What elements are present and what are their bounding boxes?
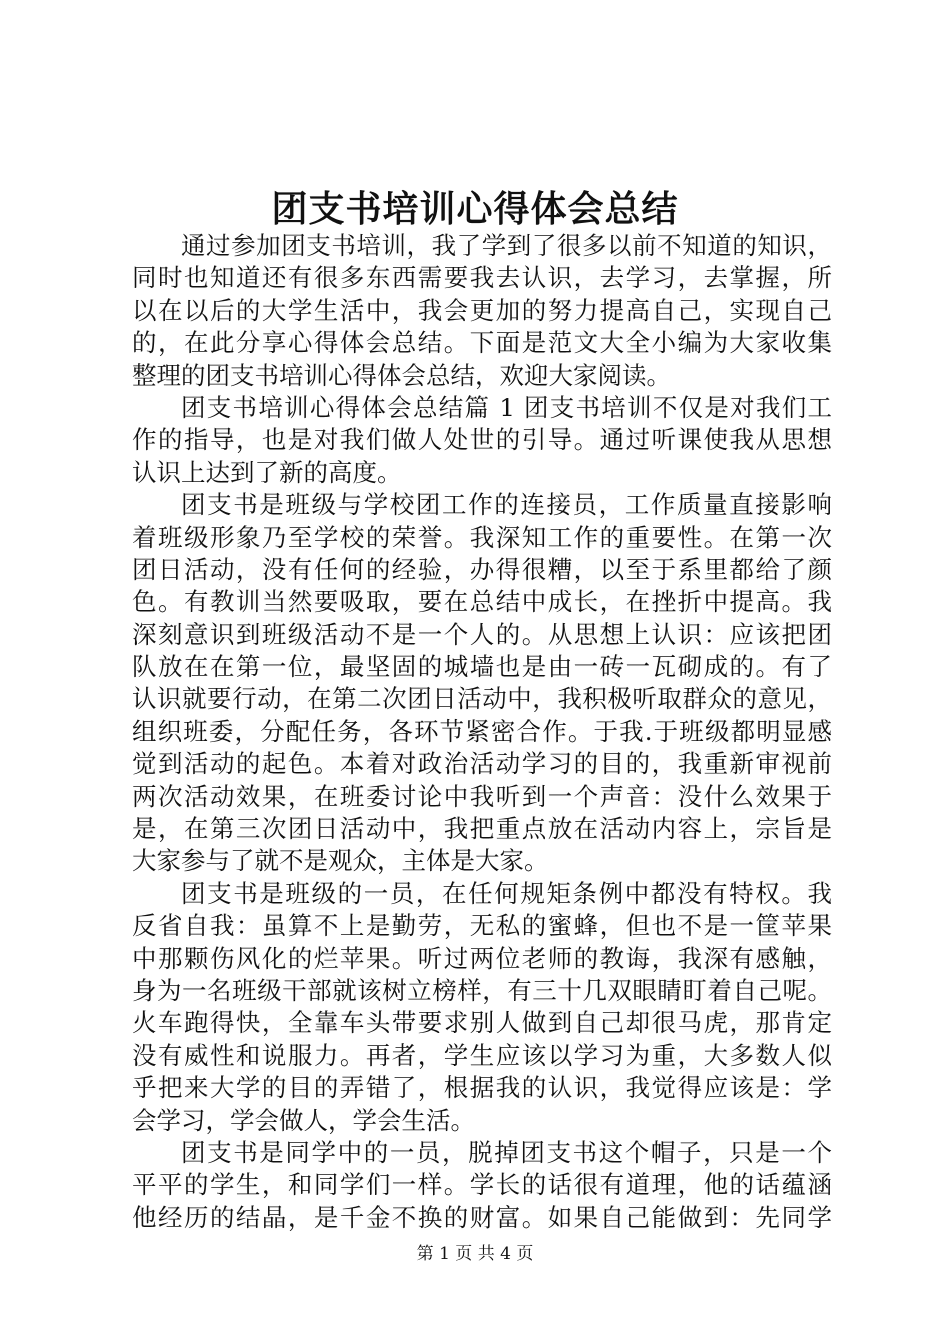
text-line: 着班级形象乃至学校的荣誉。我深知工作的重要性。在第一次 (132, 522, 832, 552)
text-line: 身为一名班级干部就该树立榜样，有三十几双眼睛盯着自己呢。 (132, 975, 832, 1005)
text-line: 作的指导，也是对我们做人处世的引导。通过听课使我从思想 (132, 425, 832, 455)
text-line: 深刻意识到班级活动不是一个人的。从思想上认识：应该把团 (132, 619, 832, 649)
page-footer: 第 1 页 共 4 页 (416, 1244, 534, 1264)
text-line: 会学习，学会做人，学会生活。 (132, 1105, 475, 1135)
text-line: 中那颗伤风化的烂苹果。听过两位老师的教诲，我深有感触， (132, 943, 832, 973)
text-line: 认识就要行动，在第二次团日活动中，我积极听取群众的意见， (132, 684, 832, 714)
text-line: 同时也知道还有很多东西需要我去认识，去学习，去掌握，所 (132, 263, 832, 293)
text-line: 没有威性和说服力。再者，学生应该以学习为重，大多数人似 (132, 1040, 832, 1070)
text-line: 反省自我：虽算不上是勤劳，无私的蜜蜂，但也不是一筐苹果 (132, 911, 832, 941)
text-line: 平平的学生，和同学们一样。学长的话很有道理，他的话蕴涵 (132, 1170, 832, 1200)
text-line: 是，在第三次团日活动中，我把重点放在活动内容上，宗旨是 (132, 814, 832, 844)
text-line: 组织班委，分配任务，各环节紧密合作。于我.于班级都明显感 (132, 716, 832, 746)
document-title: 团支书培训心得体会总结 (271, 188, 679, 230)
text-line: 团支书是班级的一员，在任何规矩条例中都没有特权。我 (181, 878, 832, 908)
text-line: 他经历的结晶，是千金不换的财富。如果自己能做到：先同学 (132, 1202, 832, 1232)
text-line: 以在以后的大学生活中，我会更加的努力提高自己，实现自己 (132, 295, 832, 325)
text-line: 乎把来大学的目的弄错了，根据我的认识，我觉得应该是：学 (132, 1073, 832, 1103)
text-line: 两次活动效果，在班委讨论中我听到一个声音：没什么效果于 (132, 781, 832, 811)
text-line: 火车跑得快，全靠车头带要求别人做到自己却很马虎，那肯定 (132, 1008, 832, 1038)
text-line: 团日活动，没有任何的经验，办得很糟，以至于系里都给了颜 (132, 554, 832, 584)
text-line: 团支书培训心得体会总结篇 1 团支书培训不仅是对我们工 (181, 392, 832, 422)
text-line: 整理的团支书培训心得体会总结，欢迎大家阅读。 (132, 360, 671, 390)
text-line: 的，在此分享心得体会总结。下面是范文大全小编为大家收集 (132, 328, 832, 358)
text-line: 色。有教训当然要吸取，要在总结中成长，在挫折中提高。我 (132, 587, 832, 617)
text-line: 团支书是班级与学校团工作的连接员，工作质量直接影响 (181, 490, 832, 520)
text-line: 觉到活动的起色。本着对政治活动学习的目的，我重新审视前 (132, 749, 832, 779)
text-line: 通过参加团支书培训，我了学到了很多以前不知道的知识， (181, 231, 832, 260)
text-line: 大家参与了就不是观众，主体是大家。 (132, 846, 549, 876)
text-line: 团支书是同学中的一员，脱掉团支书这个帽子，只是一个 (181, 1137, 832, 1167)
document-body (132, 230, 832, 1234)
text-line: 队放在在第一位，最坚固的城墙也是由一砖一瓦砌成的。有了 (132, 652, 832, 682)
text-line: 认识上达到了新的高度。 (132, 457, 402, 487)
